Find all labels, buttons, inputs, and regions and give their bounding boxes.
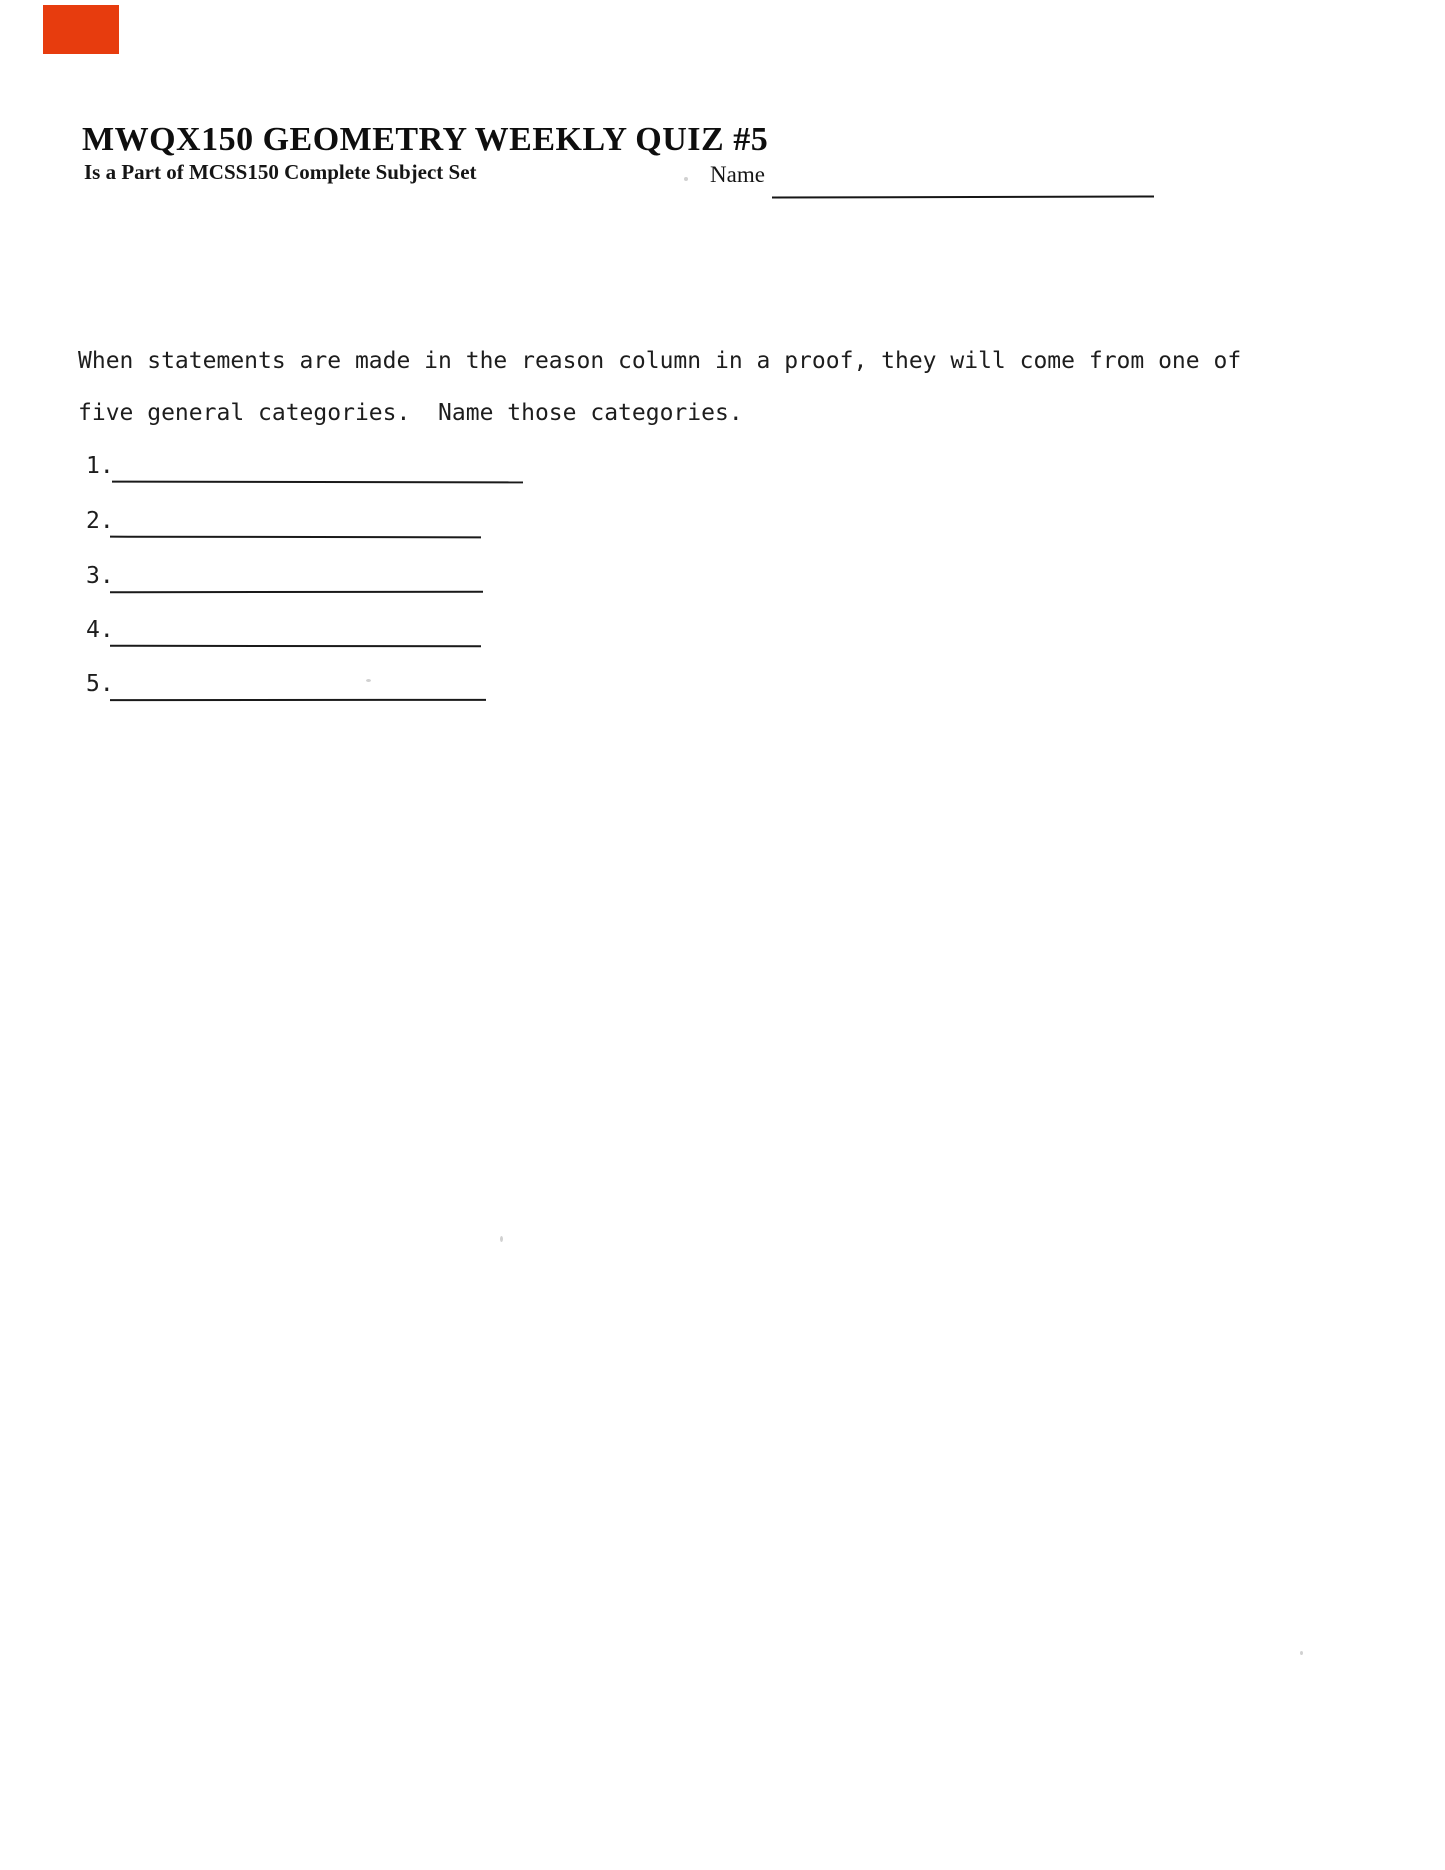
blank-number-5: 5.: [86, 671, 114, 697]
name-label: Name: [710, 162, 765, 187]
scan-speck: [684, 177, 688, 181]
page-subtitle: Is a Part of MCSS150 Complete Subject Set: [84, 160, 477, 184]
scan-speck: [500, 1236, 503, 1242]
answer-blank-line-3: [110, 591, 483, 594]
question-text-line-1: When statements are made in the reason column in a proof, they will come from one of: [78, 348, 1242, 374]
blank-number-4: 4.: [86, 617, 114, 643]
blank-number-1: 1.: [86, 453, 114, 479]
scan-speck: [1300, 1651, 1303, 1655]
scan-speck: [366, 679, 371, 682]
question-text-line-2: five general categories. Name those categories.: [78, 400, 743, 426]
name-blank-line: [772, 195, 1154, 198]
answer-blank-line-5: [110, 699, 486, 701]
page-title: MWQX150 GEOMETRY WEEKLY QUIZ #5: [82, 121, 769, 158]
answer-blank-line-2: [110, 536, 481, 539]
blank-number-2: 2.: [86, 508, 114, 534]
answer-blank-line-4: [110, 645, 481, 648]
red-corner-mark: [43, 5, 119, 54]
blank-number-3: 3.: [86, 563, 114, 589]
answer-blank-line-1: [112, 481, 523, 484]
